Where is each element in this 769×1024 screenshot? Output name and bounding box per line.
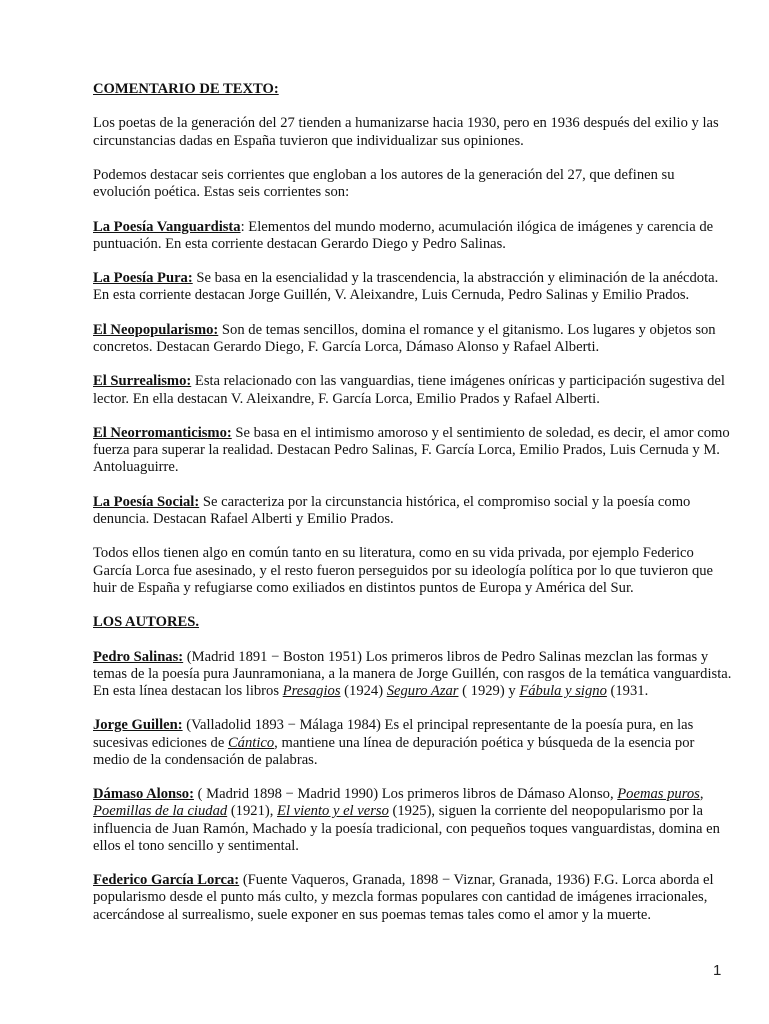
- current-text: Se caracteriza por la circunstancia histórica, el compromiso social y la poesía como denuncia. Destacan Rafael Alberti y Emilio Prados.: [93, 493, 691, 527]
- author-text: , mantiene una línea de depuración poética y búsqueda de la esencia por medio de la condensación de palabras.: [93, 734, 695, 768]
- author-text: (Madrid 1891 − Boston 1951) Los primeros libros de Pedro Salinas mezclan las formas y temas de la poesía pura Jaunramoniana, a la manera de Jorge Guillén, con rasgos de la temática vanguardista. En esta línea destacan los libros: [93, 648, 732, 699]
- current-label: La Poesía Pura:: [93, 270, 193, 287]
- document-page: [93, 81, 733, 941]
- work-title: Poemas puros: [617, 786, 700, 803]
- work-title: Cántico: [227, 734, 275, 751]
- work-title: Seguro Azar: [386, 682, 459, 699]
- authors-heading-text: LOS AUTORES.: [93, 614, 199, 631]
- document-title: [93, 81, 733, 98]
- current-label: La Poesía Vanguardista: [93, 218, 241, 235]
- author-text: (Valladolid 1893 − Málaga 1984) Es el principal representante de la poesía pura, en las sucesivas ediciones de: [93, 717, 694, 751]
- current-pura: [93, 270, 733, 304]
- current-neopopularismo: [93, 322, 733, 356]
- authors-heading: [93, 614, 733, 631]
- author-text: ,: [699, 786, 704, 803]
- intro-paragraph-2: Podemos destacar seis corrientes que engloban a los autores de la generación del 27, que definen su evolución poética. Estas seis corrientes son:: [93, 166, 675, 201]
- author-text: (1924): [340, 682, 387, 699]
- author-label: Federico García Lorca:: [93, 872, 240, 889]
- current-label: El Neorromanticismo:: [93, 424, 232, 441]
- title-text: COMENTARIO DE TEXTO:: [93, 81, 279, 97]
- current-social: [93, 494, 733, 528]
- current-text: Se basa en el intimismo amoroso y el sentimiento de soledad, es decir, el amor como fuerza para superar la realidad. Destacan Pedro Salinas, F. García Lorca, Emilio Prados, Luis Cernuda y M. Antoluaguirre.: [93, 424, 730, 476]
- intro-paragraph-1: Los poetas de la generación del 27 tienden a humanizarse hacia 1930, pero en 1936 después del exilio y las circunstancias dadas en España tuvieron que individualizar sus opiniones.: [93, 115, 719, 149]
- author-text: (1921),: [227, 803, 278, 820]
- work-title: Poemillas de la ciudad: [93, 803, 228, 820]
- author-lorca: [93, 872, 733, 924]
- work-title: El viento y el verso: [277, 803, 389, 820]
- current-text: Se basa en la esencialidad y la trascendencia, la abstracción y eliminación de la anécdota. En esta corriente destacan Jorge Guillén, V. Aleixandre, Luis Cernuda, Pedro Salinas y Emilio Prados.: [93, 270, 719, 304]
- current-surrealismo: [93, 373, 733, 407]
- current-text: Son de temas sencillos, domina el romance y el gitanismo. Los lugares y objetos son concretos. Destacan Gerardo Diego, F. García Lorca, Dámaso Alonso y Rafael Alberti.: [93, 321, 716, 355]
- author-salinas: [93, 649, 733, 701]
- current-label: El Neopopularismo:: [93, 321, 219, 338]
- author-alonso: [93, 786, 733, 855]
- page-number: 1: [713, 962, 722, 979]
- current-text: : Elementos del mundo moderno, acumulación ilógica de imágenes y carencia de puntuación. En esta corriente destacan Gerardo Diego y Pedro Salinas.: [93, 218, 714, 252]
- author-label: Pedro Salinas:: [93, 648, 184, 665]
- current-text: Esta relacionado con las vanguardias, tiene imágenes oníricas y participación sugestiva del lector. En ella destacan V. Aleixandre, F. García Lorca, Emilio Prados y Rafael Alberti.: [93, 373, 725, 407]
- author-text: (1925), siguen la corriente del neopopularismo por la influencia de Juan Ramón, Machado y la poesía tradicional, con pequeños toques vanguardistas, domina en ellos el tono sencillo y sentimental.: [93, 803, 720, 854]
- current-label: La Poesía Social:: [93, 493, 200, 510]
- author-label: Dámaso Alonso:: [93, 786, 194, 803]
- summary-paragraph: Todos ellos tienen algo en común tanto en su literatura, como en su vida privada, por ejemplo Federico García Lorca fue asesinado, y el resto fueron perseguidos por su ideología política por lo que tuvieron que huir de España y refugiarse como exiliados en distintos puntos de Europa y América del Sur.: [93, 545, 714, 596]
- author-label: Jorge Guillen:: [93, 717, 183, 734]
- current-neorromanticismo: [93, 425, 733, 477]
- author-guillen: [93, 717, 733, 769]
- current-label: El Surrealismo:: [93, 373, 192, 390]
- author-text: ( Madrid 1898 − Madrid 1990) Los primeros libros de Dámaso Alonso,: [193, 786, 618, 803]
- current-vanguardista: [93, 219, 733, 253]
- author-text: (Fuente Vaqueros, Granada, 1898 − Viznar, Granada, 1936) F.G. Lorca aborda el popularismo desde el punto más culto, y mezcla formas populares con cantidad de imágenes irracionales, acercándose al surrealismo, suele exponer en sus poemas temas tales como el amor y la muerte.: [93, 872, 714, 923]
- work-title: Presagios: [282, 682, 341, 699]
- author-text: ( 1929) y: [458, 682, 520, 699]
- author-text: (1931.: [606, 682, 649, 699]
- work-title: Fábula y signo: [519, 682, 607, 699]
